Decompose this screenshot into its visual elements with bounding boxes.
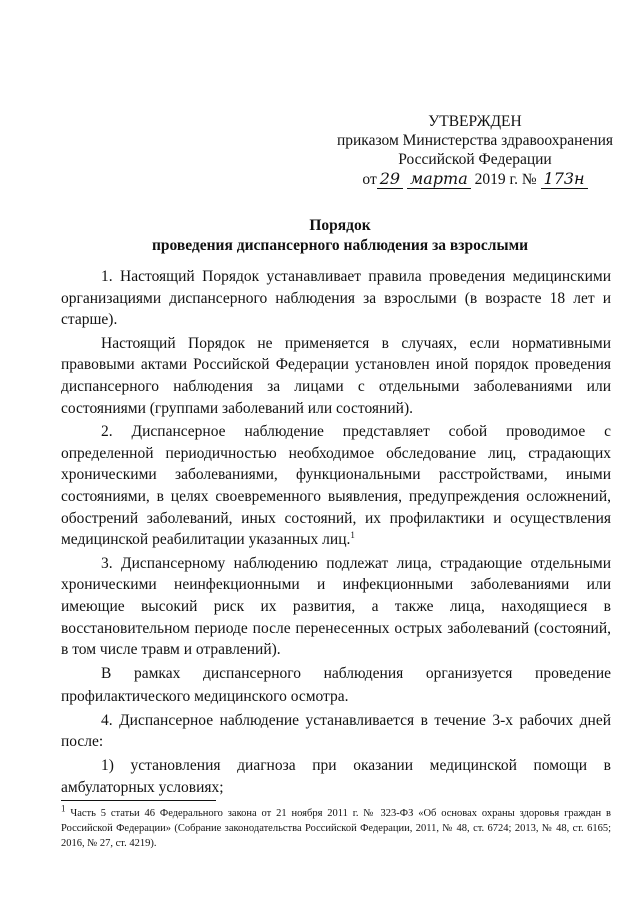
paragraph-5-line-2: профилактического медицинского осмотра. [61, 688, 349, 706]
approval-heading: УТВЕРЖДЕН [428, 113, 522, 130]
date-year: 2019 г. № [474, 171, 537, 188]
paragraph-5-line-1: В рамках диспансерного наблюдения организуется проведение [101, 664, 611, 682]
approval-block [330, 112, 620, 189]
paragraph-4: 3. Диспансерному наблюдению подлежат лица, страдающие отдельными хроническими неинфекционными и инфекционными заболеваниями или имеющие высокий риск их развития, а также лица, находящиеся в восстановительном периоде после перенесенных острых заболеваний (состояний, в том числе травм и отравлений). [61, 554, 611, 659]
paragraph-1: 1. Настоящий Порядок устанавливает правила проведения медицинскими организациями диспансерного наблюдения за взрослыми (в возрасте 18 лет и старше). [61, 268, 611, 329]
date-month-handwritten: марта [407, 169, 471, 189]
paragraph-6: 4. Диспансерное наблюдение устанавливается в течение 3-х рабочих дней после: [61, 711, 611, 751]
footnote-paragraph [61, 803, 612, 851]
title-line-2: проведения диспансерного наблюдения за взрослыми [151, 237, 529, 254]
date-prefix: от [362, 171, 377, 188]
footnote-reference: 1 [350, 529, 355, 540]
footnote-text: Часть 5 статьи 46 Федерального закона от 21 ноября 2011 г. № 323-ФЗ «Об основах охраны здоровья граждан в Российской Федерации» (Собрание законодательства Российской Федерации, 2011, № 48, ст. 6724; 2013, № 48, ст. 6165; 2016, № 27, ст. 4219). [61, 808, 612, 849]
approval-line-1: приказом Министерства здравоохранения [336, 132, 614, 149]
document-body [61, 266, 611, 800]
date-day-handwritten: 29 [377, 169, 403, 189]
footnote [61, 803, 612, 851]
title-line-1: Порядок [309, 217, 371, 234]
paragraph-7: 1) установления диагноза при оказании медицинской помощи в амбулаторных условиях; [61, 757, 611, 796]
document-title [60, 216, 620, 256]
paragraph-3-text: 2. Диспансерное наблюдение представляет собой проводимое с определенной периодичностью необходимое обследование лиц, страдающих хроническими заболеваниями, функциональными расстройствами, иными состояниями, в целях своевременного выявления, предупреждения осложнений, обострений заболеваний, иных состояний, их профилактики и осуществления медицинской реабилитации указанных лиц. [61, 423, 611, 549]
footnote-divider [61, 800, 216, 801]
paragraph-3 [61, 421, 611, 551]
approval-line-2: Российской Федерации [398, 151, 552, 168]
paragraph-2: Настоящий Порядок не применяется в случаях, если нормативными правовыми актами Российской Федерации установлен иной порядок проведения диспансерного наблюдения за лицами с отдельными заболеваниями или состояниями (группами заболеваний или состояний). [61, 334, 611, 417]
footnote-mark: 1 [61, 803, 66, 814]
order-number-handwritten: 173н [541, 169, 588, 189]
approval-date-line [330, 169, 620, 189]
